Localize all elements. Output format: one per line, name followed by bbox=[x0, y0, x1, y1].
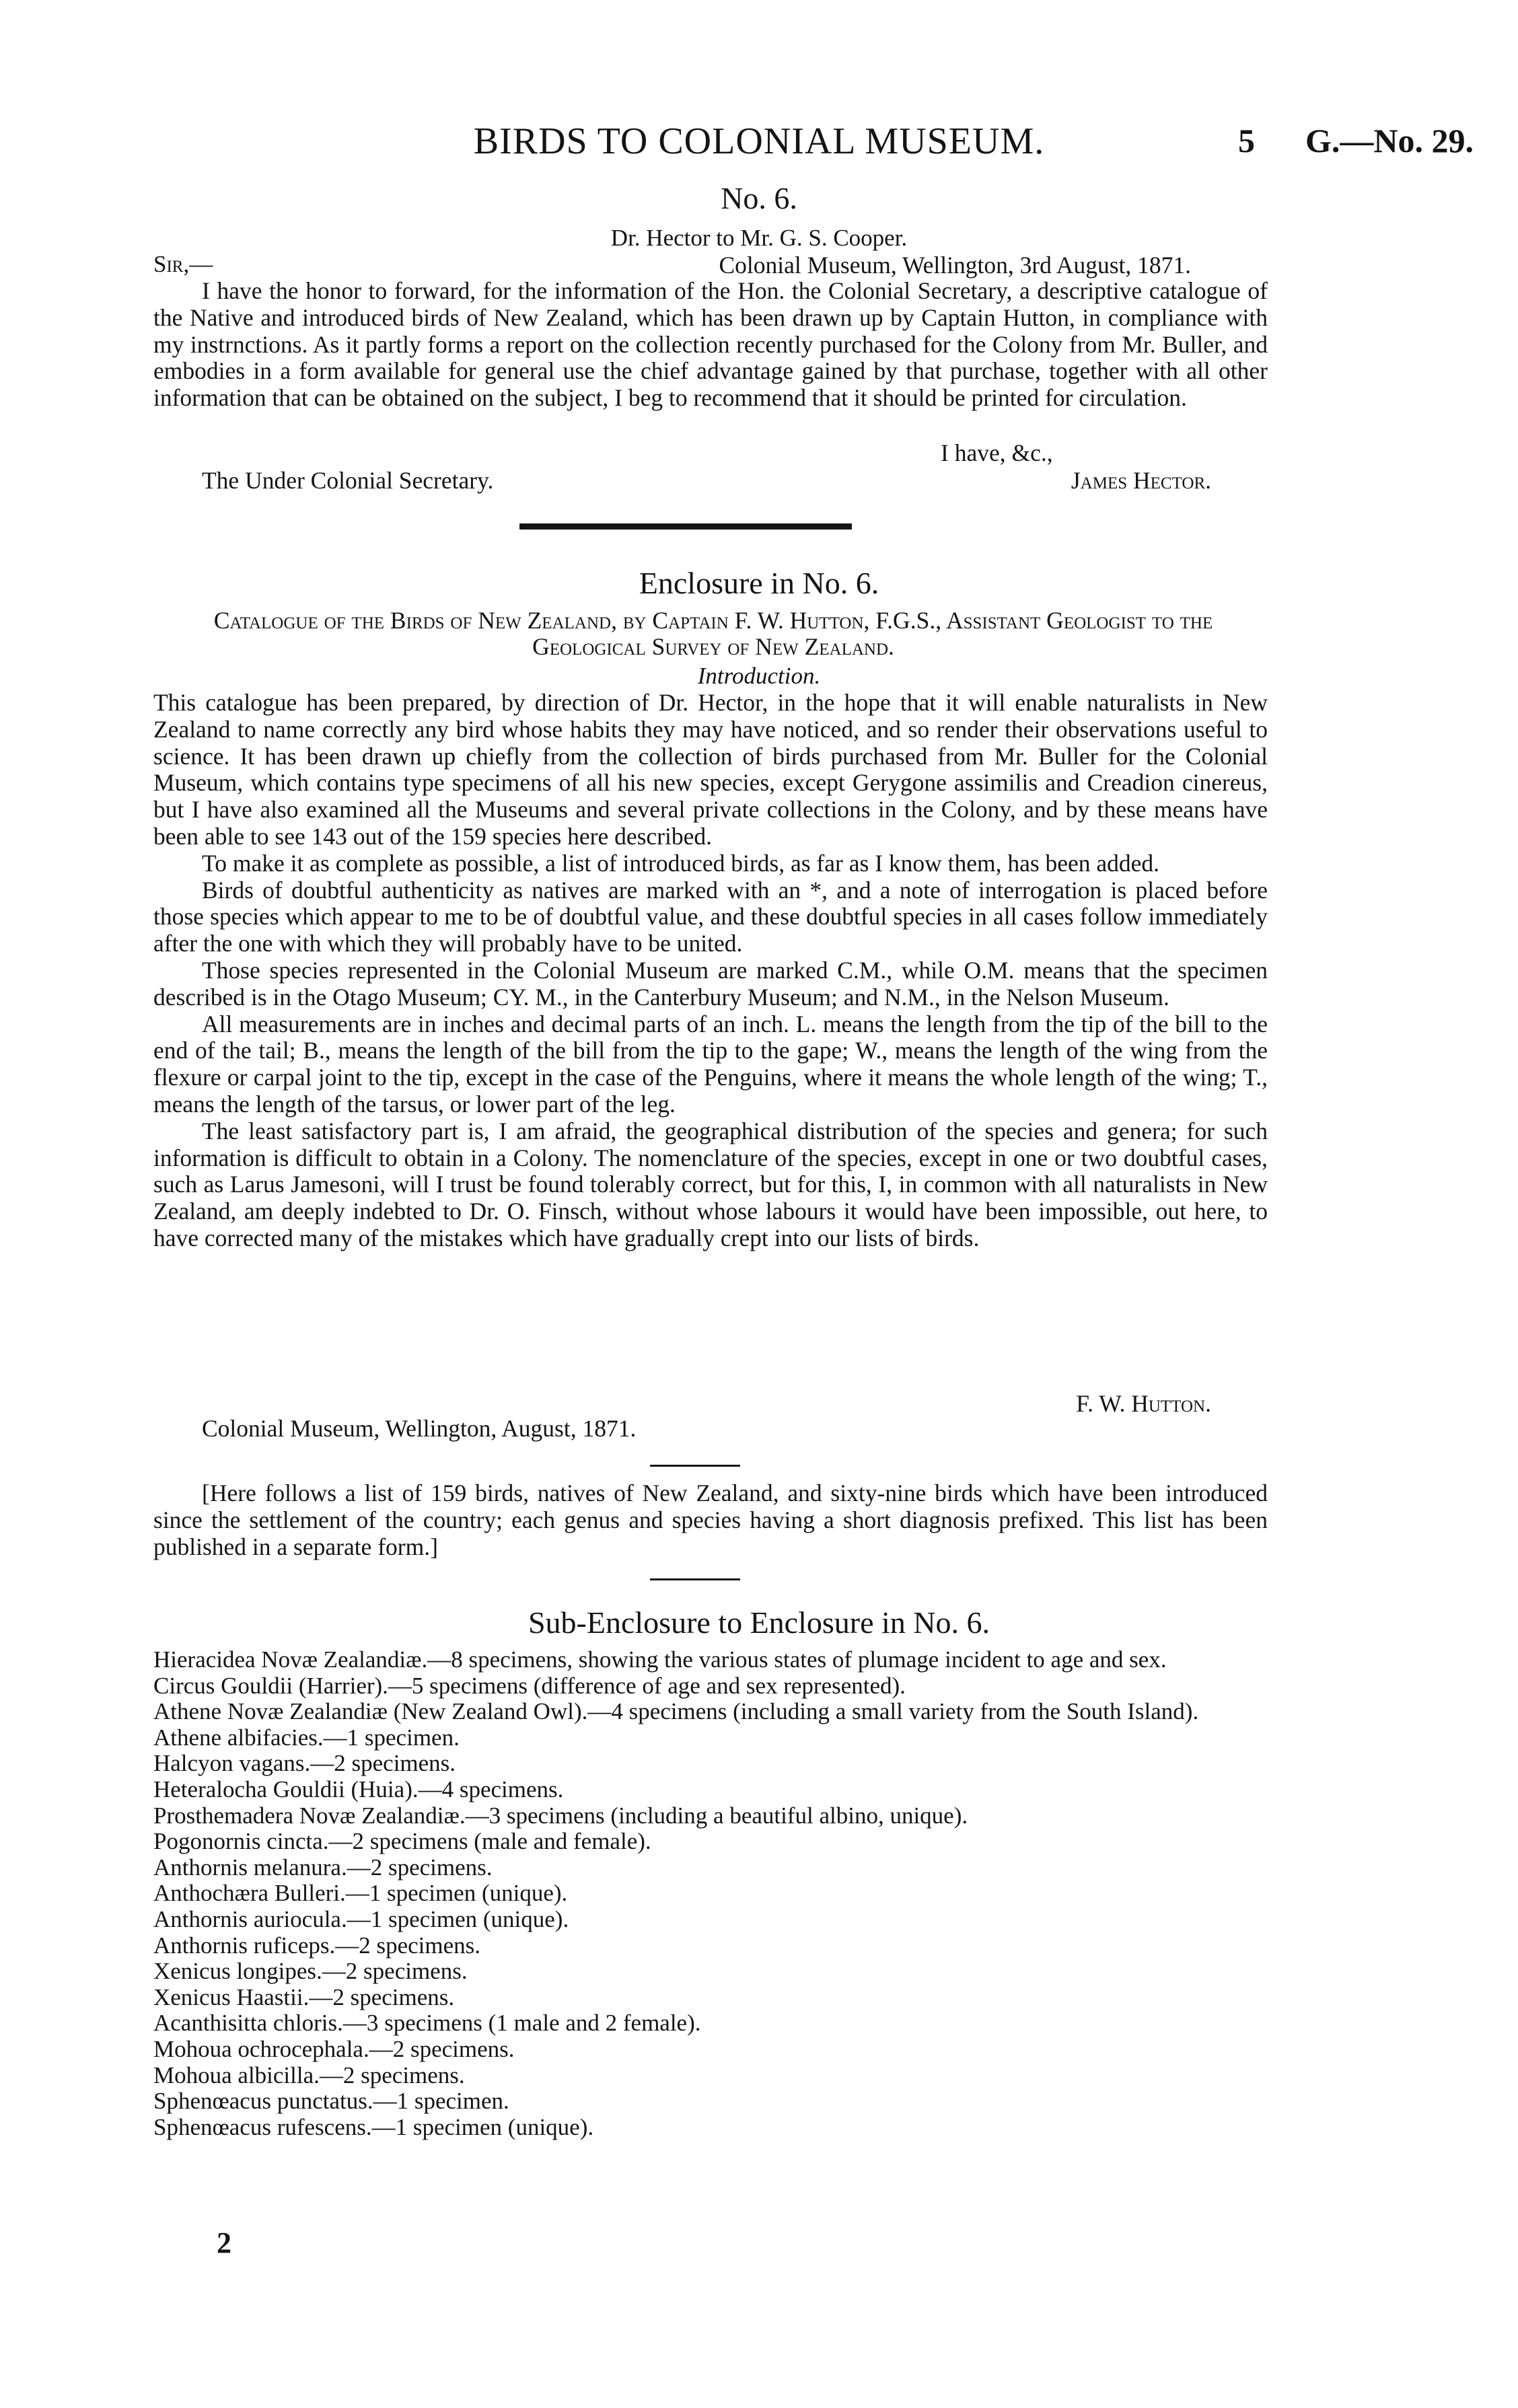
intro-paragraph: This catalogue has been prepared, by direction of Dr. Hector, in the hope that it will enable naturalists in New Zealand to name correctly any bird whose habits they may have noticed, and so render their observations useful to science. It has been drawn up chiefly from the collection of birds purchased from Mr. Buller for the Colonial Museum, which contains type specimens of all his new species, except Gerygone assimilis and Creadion cinereus, but I have also examined all the Museums and several private collections in the Colony, and by these means have been able to see 143 out of the 159 species here described. bbox=[153, 689, 1268, 850]
intro-paragraph: To make it as complete as possible, a list of introduced birds, as far as I know them, has been added. bbox=[202, 849, 1160, 877]
list-item: Anthornis ruficeps.—2 specimens. bbox=[153, 1932, 481, 1959]
list-item: Circus Gouldii (Harrier).—5 specimens (difference of age and sex represented). bbox=[153, 1672, 906, 1699]
page-number: 5 bbox=[1238, 122, 1255, 159]
intro-paragraph: The least satisfactory part is, I am afraid, the geographical distribution of the species and genera; for such information is difficult to obtain in a Colony. The nomenclature of the species, except in one or two doubtful cases, such as Larus Jamesoni, will I trust be found tolerably correct, but for this, I, in common with all naturalists in New Zealand, am deeply indebted to Dr. O. Finsch, without whose labours it would have been impossible, out here, to have corrected many of the mistakes which have gradually crept into our lists of birds. bbox=[153, 1117, 1268, 1251]
section-title: Introduction. bbox=[697, 663, 821, 689]
list-item: Xenicus longipes.—2 specimens. bbox=[153, 1958, 468, 1985]
enclosure-heading: Enclosure in No. 6. bbox=[639, 566, 879, 600]
letter-signature: James Hector. bbox=[1071, 467, 1211, 494]
intro-paragraph: Those species represented in the Colonial Museum are marked C.M., while O.M. means that the specimen described is in the Otago Museum; CY. M., in the Canterbury Museum; and N.M., in the Nelson Museum. bbox=[153, 956, 1268, 1011]
short-divider bbox=[650, 1465, 740, 1467]
list-item: Acanthisitta chloris.—3 specimens (1 male and 2 female). bbox=[153, 2010, 701, 2037]
list-item: Heteralocha Gouldii (Huia).—4 specimens. bbox=[153, 1776, 564, 1802]
salutation: Sir,— bbox=[153, 251, 213, 277]
list-item: Halcyon vagans.—2 specimens. bbox=[153, 1750, 456, 1777]
letter-number: No. 6. bbox=[721, 181, 797, 215]
intro-paragraph: Birds of doubtful authenticity as natives are marked with an *, and a note of interrogation is placed before those species which appear to me to be of doubtful value, and these doubtful species in all cases follow immediately after the one with which they will probably have to be united. bbox=[153, 876, 1268, 957]
list-item: Anthornis melanura.—2 specimens. bbox=[153, 1854, 493, 1881]
short-divider bbox=[650, 1578, 740, 1580]
intro-paragraph: All measurements are in inches and decimal parts of an inch. L. means the length from the tip of the bill to the end of the tail; B., means the length of the bill from the tip to the gape; W., means the length of the wing from the flexure or carpal joint to the tip, except in the case of the Penguins, where it means the whole length of the wing; T., means the length of the tarsus, or lower part of the leg. bbox=[153, 1010, 1268, 1118]
list-item: Mohoua albicilla.—2 specimens. bbox=[153, 2062, 465, 2088]
specimen-list bbox=[153, 1647, 1268, 2140]
list-item: Anthochæra Bulleri.—1 specimen (unique). bbox=[153, 1880, 568, 1907]
paper-reference: G.—No. 29. bbox=[1305, 122, 1474, 159]
list-item: Sphenœacus rufescens.—1 specimen (unique). bbox=[153, 2113, 594, 2140]
list-item: Hieracidea Novæ Zealandiæ.—8 specimens, showing the various states of plumage incident to age and sex. bbox=[153, 1646, 1167, 1673]
list-item: Anthornis auriocula.—1 specimen (unique). bbox=[153, 1905, 569, 1932]
list-item: Prosthemadera Novæ Zealandiæ.—3 specimens (including a beautiful albino, unique). bbox=[153, 1802, 968, 1829]
editorial-note-block bbox=[153, 1480, 1268, 1560]
letter-from-to: Dr. Hector to Mr. G. S. Cooper. bbox=[610, 225, 908, 251]
section-divider bbox=[519, 523, 852, 530]
list-item: Athene Novæ Zealandiæ (New Zealand Owl).—4 specimens (including a small variety from the South Island). bbox=[153, 1698, 1199, 1725]
editorial-note: [Here follows a list of 159 birds, natives of New Zealand, and sixty-nine birds which have been introduced since the settlement of the country; each genus and species having a short diagnosis prefixed. This list has been published in a separate form.] bbox=[153, 1480, 1268, 1560]
list-item: Sphenœacus punctatus.—1 specimen. bbox=[153, 2088, 509, 2115]
introduction-text bbox=[153, 690, 1268, 1252]
letter-paragraph: I have the honor to forward, for the information of the Hon. the Colonial Secretary, a descriptive catalogue of the Native and introduced birds of New Zealand, which has been drawn up by Captain Hutton, in compliance with my instrnctions. As it partly forms a report on the collection recently purchased for the Colony from Mr. Buller, and embodies in a form available for general use the chief advantage gained by that purchase, together with all other information that can be obtained on the subject, I beg to recommend that it should be printed for circulation. bbox=[153, 277, 1268, 412]
running-header-title: BIRDS TO COLONIAL MUSEUM. bbox=[473, 120, 1045, 162]
letter-closing: I have, &c., bbox=[941, 439, 1053, 466]
sub-enclosure-heading: Sub-Enclosure to Enclosure in No. 6. bbox=[528, 1605, 990, 1640]
address-date: Colonial Museum, Wellington, 3rd August, 1871. bbox=[719, 252, 1191, 279]
enclosure-signature: F. W. Hutton. bbox=[1076, 1390, 1211, 1417]
list-item: Pogonornis cincta.—2 specimens (male and female). bbox=[153, 1828, 651, 1855]
letter-body bbox=[153, 278, 1268, 412]
letter-addressee: The Under Colonial Secretary. bbox=[202, 467, 494, 494]
list-item: Xenicus Haastii.—2 specimens. bbox=[153, 1983, 455, 2010]
list-item: Athene albifacies.—1 specimen. bbox=[153, 1724, 460, 1751]
enclosure-place-date: Colonial Museum, Wellington, August, 1871. bbox=[202, 1415, 637, 1442]
signature-mark: 2 bbox=[217, 2226, 231, 2259]
list-item: Mohoua ochrocephala.—2 specimens. bbox=[153, 2035, 515, 2062]
catalogue-title: Catalogue of the Birds of New Zealand, by Captain F. W. Hutton, F.G.S., Assistant Geologist to the Geological Survey of New Zealand. bbox=[213, 607, 1213, 660]
